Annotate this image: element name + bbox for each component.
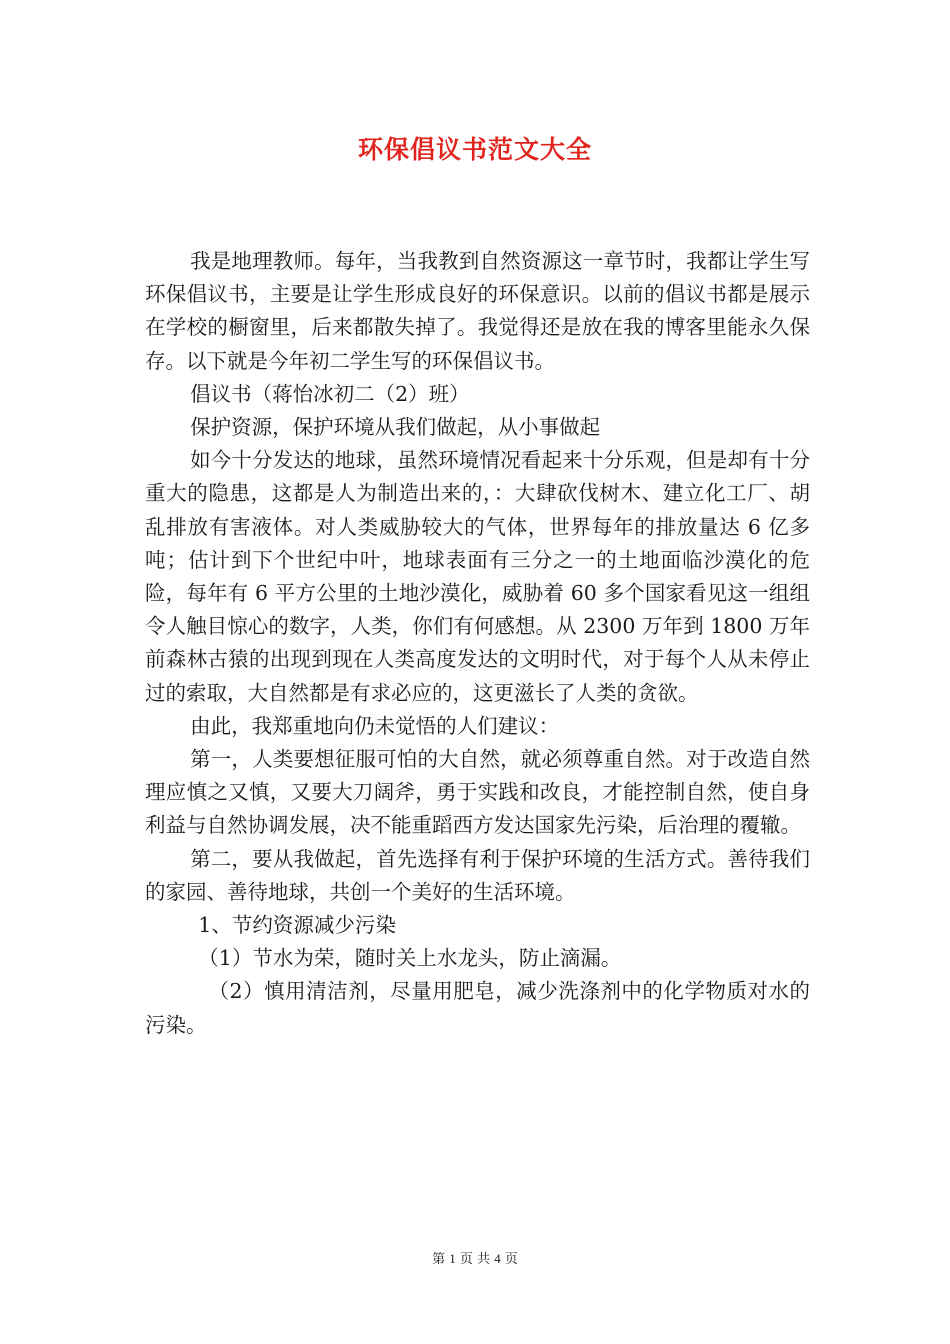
paragraph-proposal-heading: 倡议书（蒋怡冰初二（2）班）: [190, 381, 470, 406]
document-title: 环保倡议书范文大全: [357, 135, 592, 164]
paragraph-intro: 我是地理教师。每年，当我教到自然资源这一章节时，我都让学生写环保倡议书，主要是让学生形成良好的环保意识。以前的倡议书都是展示在学校的橱窗里，后来都散失掉了。我觉得还是放在我的博客里能永久保存。以下就是今年初二学生写的环保倡议书。: [145, 249, 810, 373]
paragraph-subitem-2: （2）慎用清洁剂，尽量用肥皂，减少洗涤剂中的化学物质对水的污染。: [145, 979, 810, 1037]
paragraph-earth-situation: 如今十分发达的地球，虽然环境情况看起来十分乐观，但是却有十分重大的隐患，这都是人为制造出来的，：大肆砍伐树木、建立化工厂、胡乱排放有害液体。对人类威胁较大的气体，世界每年的排放量达 6 亿多吨；估计到下个世纪中叶，地球表面有三分之一的土地面临沙漠化的危险，每年有 6 平方公里的土地沙漠化，威胁着 60 多个国家看见这一组组令人触目惊心的数字，人类，你们有何感想。从 2300 万年到 1800 万年前森林古猿的出现到现在人类高度发达的文明时代，对于每个人从未停止过的索取，大自然都是有求必应的，这更滋长了人类的贪欲。: [145, 448, 810, 705]
document-body: [145, 245, 810, 1042]
footer-middle: 页 共: [459, 1252, 491, 1267]
footer-suffix: 页: [504, 1252, 518, 1267]
footer-total-pages: 4: [494, 1251, 501, 1266]
page-footer: [0, 1248, 950, 1267]
paragraph-item-1: 1、节约资源减少污染: [198, 913, 396, 938]
footer-current-page: 1: [449, 1251, 456, 1266]
paragraph-subitem-1: （1）节水为荣，随时关上水龙头，防止滴漏。: [198, 946, 622, 971]
paragraph-first-point: 第一，人类要想征服可怕的大自然，就必须尊重自然。对于改造自然理应慎之又慎，又要大刀阔斧，勇于实践和改良，才能控制自然，使自身利益与自然协调发展，决不能重蹈西方发达国家先污染，后治理的覆辙。: [145, 747, 810, 838]
paragraph-proposal-lead: 由此，我郑重地向仍未觉悟的人们建议：: [190, 713, 560, 738]
paragraph-second-point: 第二，要从我做起，首先选择有利于保护环境的生活方式。善待我们的家园、善待地球，共创一个美好的生活环境。: [145, 846, 810, 904]
footer-prefix: 第: [432, 1252, 446, 1267]
paragraph-slogan: 保护资源，保护环境从我们做起，从小事做起: [190, 415, 601, 440]
